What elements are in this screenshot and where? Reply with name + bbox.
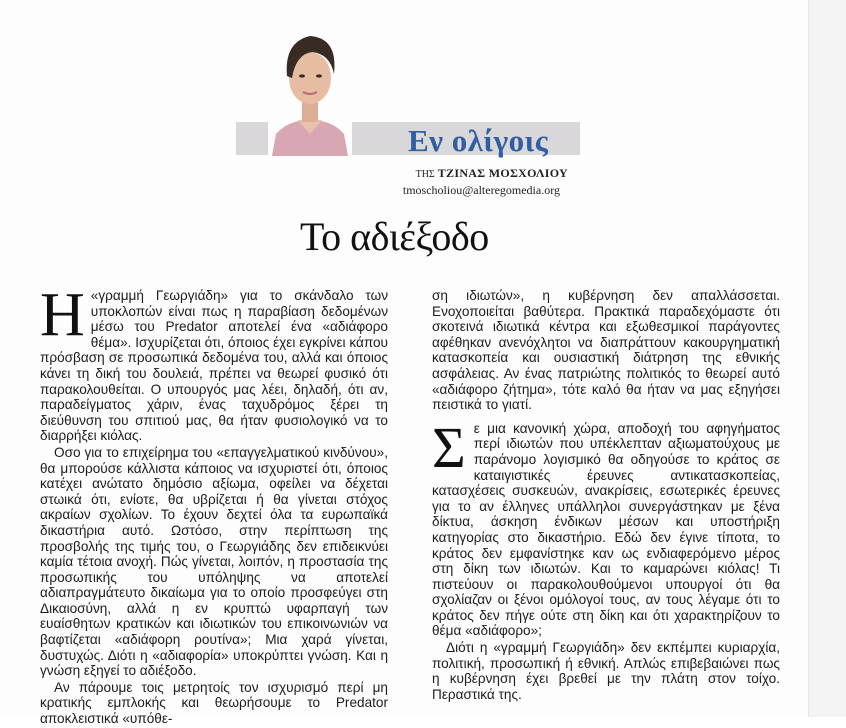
drop-cap: Σ: [432, 414, 466, 480]
author-byline: [388, 166, 568, 181]
paragraph: ση ιδιωτών», η κυβέρνηση δεν απαλλάσσεται. Ενοχοποιείται βαθύτερα. Πρακτικά παραδεχόμαστε ότι σκοτεινά ιδιωτικά κέντρα και εξωθεσμικοί παράγοντες αφέθηκαν ανενόχλητοι να διαπράττουν κακουργηματική κατασκοπεία και ουσιαστική διάτρηση της εθνικής ασφάλειας. Αν ένας πατριώτης πολιτικός το θεωρεί αυτό «αδιάφορο ζήτημα», τότε καλό θα ήταν να μας εξηγήσει πειστικά το γιατί.: [432, 288, 780, 413]
article-headline: Το αδιέξοδο: [300, 214, 489, 259]
author-prefix: ΤΗΣ: [415, 169, 435, 180]
column-title: Εν ολίγοις: [408, 123, 549, 158]
paragraph: Αν πάρουμε τοις μετρητοίς τον ισχυρισμό περί μη κρατικής εμπλοκής και θεωρήσουμε το Predator αποκλειστικά «υπόθε-: [40, 679, 388, 727]
paragraph-text: ε μια κανονική χώρα, αποδοχή του αφηγήματος περί ιδιωτών που υπέκλεπταν αξιωματούχους με παράνομο λογισμικό θα οδηγούσε το κράτος σε καταιγιστικές έρευνες αντικατασκοπείας, κατασχέσεις συσκευών, ανακρίσεις, εσωτερικές έρευνες για το αν έλληνες υπάλληλοι συνεργάστηκαν με ξένα δίκτυα, άσκηση ένδικων μέσων και υποστήριξη κατηγορίας στο δικαστήριο. Εδώ δεν έγινε τίποτα, το κράτος δεν εμφανίστηκε καν ως ενδιαφερόμενο μέρος στη δίκη των ιδιωτών. Και το καμαρώνει κιόλας! Τι πιστεύουν οι παρακολουθούμενοι υπουργοί ότι θα σχολίαζαν οι ξένοι ομόλογοί τους, αν τους λέγαμε ότι το κράτος δεν πήγε ούτε στη δίκη και ότι χαρακτηρίζουν το θέμα «αδιάφορο»;: [432, 420, 780, 639]
author-portrait: [268, 16, 352, 156]
paragraph: [432, 414, 780, 639]
author-email: tmoscholiou@alteregomedia.org: [402, 183, 560, 197]
author-name: ΤΖΙΝΑΣ ΜΟΣΧΟΛΙΟΥ: [437, 166, 568, 180]
article-column-left: [40, 281, 388, 728]
drop-cap: Η: [40, 281, 85, 349]
paragraph-text: «γραμμή Γεωργιάδη» για το σκάνδαλο των υποκλοπών είναι πως η παραβίαση δεδομένων μέσω του Predator αποτελεί ένα «αδιάφορο θέμα». Ισχυρίζεται ότι, όποιος έχει εγκρίνει κάπου πρόσβαση σε προσωπικά δεδομένα του, αλλά και όποιος κάνει τη δική του δουλειά, πρέπει να θεωρεί φυσικό ότι παρακολουθείται. Ο υπουργός μας λέει, δηλαδή, ότι αν, παραδείγματος χάριν, ένας ταχυδρόμος ξέρει τη διεύθυνση του σπιτιού μας, θα ήταν φυσιολογικό να το διαρρήξει κιόλας.: [40, 288, 388, 444]
paragraph: Οσο για το επιχείρημα του «επαγγελματικού κινδύνου», θα μπορούσε κάλλιστα κάποιος να ισχυριστεί ότι, όποιος κατέχει ανώτατο δημόσιο αξίωμα, οφείλει να δέχεται στωικά ότι, ενίοτε, θα υβρίζεται ή θα γίνεται στόχος ακραίων σχολίων. Το έχουν δεχτεί όλα τα ευρωπαϊκά δικαστήρια αυτό. Ωστόσο, στην περίπτωση της προσβολής της τιμής του, ο Γεωργιάδης δεν επιδεικνύει καμία τέτοια ανοχή. Πώς γίνεται, λοιπόν, η προστασία της προσωπικής του υπόληψης να αποτελεί αδιαπραγμάτευτο δικαίωμα για το οποίο προσφεύγει στη Δικαιοσύνη, αλλά η εν κρυπτώ υφαρπαγή των ευαίσθητων κρατικών και ιδιωτικών του επικοινωνιών να βαφτίζεται «αδιάφορη ρουτίνα»; Μια χαρά γίνεται, δυστυχώς. Διότι η «αδιαφορία» υποκρύπτει γνώση. Και η γνώση εξηγεί το αδιέξοδο.: [40, 444, 388, 679]
paragraph: [40, 281, 388, 444]
article-column-right: [432, 288, 780, 703]
paragraph: Διότι η «γραμμή Γεωργιάδη» δεν εκπέμπει κυριαρχία, πολιτική, προσωπική ή εθνική. Απλώς επιβεβαιώνει πως η κυβέρνηση έχει βρεθεί με την πλάτη στον τοίχο. Περαστικά της.: [432, 640, 780, 702]
page-edge: [808, 0, 846, 717]
